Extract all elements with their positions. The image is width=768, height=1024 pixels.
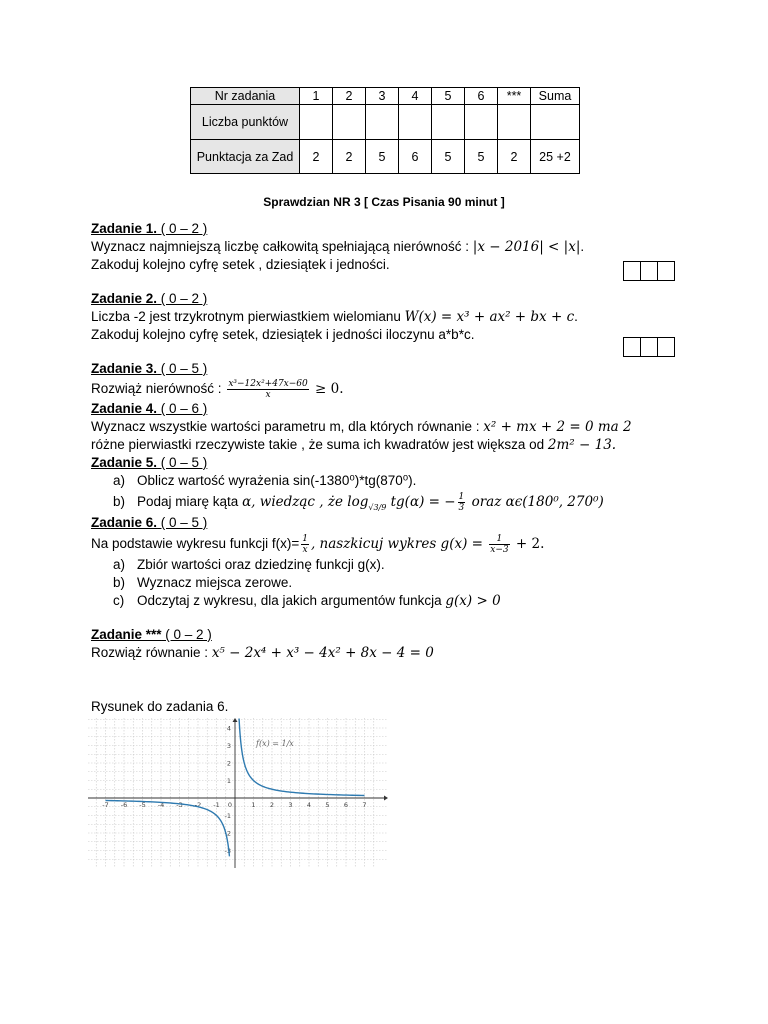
- answer-boxes-task-1[interactable]: [624, 261, 675, 281]
- document-title: Sprawdzian NR 3 [ Czas Pisania 90 minut ]: [263, 195, 505, 209]
- digit-box[interactable]: [640, 261, 658, 281]
- x-tick-label: -1: [213, 801, 220, 809]
- x-tick-label: 5: [325, 801, 330, 809]
- points-cell: [300, 105, 333, 140]
- x-tick-label: -5: [139, 801, 146, 809]
- task-text: Zakoduj kolejno cyfrę setek, dziesiątek i jedności iloczynu a*b*c.: [91, 327, 475, 342]
- points-cell: [432, 105, 465, 140]
- max-cell: 2: [333, 140, 366, 174]
- figure-caption: Rysunek do zadania 6.: [91, 699, 229, 714]
- plot-grid: [88, 718, 388, 868]
- max-label: Punktacja za Zad: [191, 140, 300, 174]
- task-name: Zadanie 4.: [91, 401, 158, 416]
- fraction-denominator: 3: [458, 502, 465, 513]
- score-table-max-row: [191, 140, 580, 174]
- x-tick-label: -7: [102, 801, 109, 809]
- x-tick-label: -3: [176, 801, 183, 809]
- task-points: ( 0 – 2 ): [157, 221, 208, 236]
- x-tick-label: 7: [362, 801, 367, 809]
- answer-boxes-task-2[interactable]: [624, 337, 675, 357]
- fraction: [458, 492, 466, 513]
- task-text: [91, 532, 691, 556]
- math-expression: 2m² − 13.: [547, 437, 617, 453]
- subtask-letter: b): [113, 575, 126, 590]
- math-expression: oraz αϵ(180⁰, 270⁰): [467, 494, 604, 510]
- math-expression: tg(α) = −: [386, 494, 456, 510]
- task-text: [91, 238, 691, 256]
- math-expression: , naszkicuj wykres g(x) =: [310, 536, 488, 552]
- task-3: [91, 360, 691, 400]
- max-cell: 5: [432, 140, 465, 174]
- subtask-text: Odczytaj z wykresu, dla jakich argumentów funkcja: [137, 593, 446, 608]
- subtask-b: [91, 490, 691, 514]
- y-tick-label: 3: [226, 742, 231, 750]
- task-heading: [91, 220, 691, 238]
- col-5: 5: [432, 88, 465, 105]
- col-1: 1: [300, 88, 333, 105]
- score-table-points-row: [191, 105, 580, 140]
- plot-ticks: [102, 725, 366, 856]
- y-tick-label: -1: [224, 812, 231, 820]
- math-expression: W(x) = x³ + ax² + bx + c: [404, 309, 575, 325]
- points-cell: [465, 105, 498, 140]
- col-sum: Suma: [531, 88, 580, 105]
- y-tick-label: 4: [226, 724, 231, 733]
- task-text-part: .: [574, 309, 578, 324]
- subtask-a: [91, 472, 691, 490]
- fraction: [227, 379, 308, 400]
- fraction: [301, 534, 309, 555]
- task-extra: [91, 626, 691, 662]
- task-points: ( 0 – 5 ): [157, 455, 208, 470]
- task-text-part: Wyznacz wszystkie wartości parametru m, dla których równanie :: [91, 419, 484, 434]
- points-cell: [399, 105, 432, 140]
- task-text: [91, 436, 691, 454]
- fraction-numerator: 1: [302, 533, 308, 544]
- x-tick-label: 2: [269, 801, 275, 809]
- x-tick-label: 6: [343, 801, 349, 809]
- task-text: [91, 418, 691, 436]
- math-expression: g(x) > 0: [445, 593, 501, 609]
- y-tick-label: -3: [224, 847, 231, 855]
- points-cell: [333, 105, 366, 140]
- fraction-numerator: 1: [458, 491, 465, 502]
- task-text-part: Wyznacz najmniejszą liczbę całkowitą spełniającą nierówność :: [91, 239, 473, 254]
- math-expression: ≥ 0.: [310, 381, 344, 397]
- math-expression: x² + mx + 2 = 0 ma 2: [483, 419, 632, 435]
- task-4: [91, 400, 691, 454]
- fraction-numerator: 1: [489, 534, 509, 545]
- fraction-numerator: x³−12x²+47x−60: [228, 378, 308, 389]
- task-5: [91, 454, 691, 514]
- function-label: f(x) = 1/x: [256, 739, 294, 748]
- task-points: ( 0 – 2 ): [157, 291, 208, 306]
- y-tick-label: -2: [224, 829, 231, 838]
- max-cell: 25 +2: [531, 140, 580, 174]
- points-cell: [531, 105, 580, 140]
- task-heading: [91, 360, 691, 378]
- task-name: Zadanie 2.: [91, 291, 158, 306]
- task-text: [91, 644, 691, 662]
- task-text: [91, 308, 691, 326]
- header-label: Nr zadania: [191, 88, 300, 105]
- x-tick-label: 0: [227, 801, 233, 809]
- points-cell: [498, 105, 531, 140]
- task-heading: [91, 626, 691, 644]
- max-cell: 2: [498, 140, 531, 174]
- digit-box[interactable]: [623, 261, 641, 281]
- points-label: Liczba punktów: [191, 105, 300, 140]
- task-2: [91, 290, 691, 344]
- task-heading: [91, 454, 691, 472]
- col-extra: ***: [498, 88, 531, 105]
- task-1: [91, 220, 691, 274]
- task-text-part: różne pierwiastki rzeczywiste takie , że suma ich kwadratów jest większa od: [91, 437, 548, 452]
- x-axis-arrow: [384, 796, 388, 801]
- task-text-part: .: [580, 239, 585, 254]
- y-tick-label: 2: [226, 759, 231, 768]
- log-base: √3/9: [368, 503, 387, 512]
- fraction: [489, 534, 509, 555]
- subtask-a: [91, 556, 691, 574]
- task-text-part: Rozwiąż równanie :: [91, 645, 212, 660]
- subtask-text: Oblicz wartość wyrażenia sin(-1380⁰)*tg(870⁰).: [137, 473, 417, 488]
- subtask-text: Podaj miarę kąta: [137, 494, 243, 509]
- task-text-part: Na podstawie wykresu funkcji f(x)=: [91, 536, 300, 551]
- x-tick-label: 1: [251, 801, 256, 809]
- task-text: Zakoduj kolejno cyfrę setek , dziesiątek i jedności.: [91, 257, 390, 272]
- points-cell: [366, 105, 399, 140]
- task-name: Zadanie ***: [91, 627, 162, 642]
- task-text: [91, 378, 691, 400]
- task-heading: [91, 514, 691, 532]
- curve-branch-2: [239, 718, 364, 795]
- task-6: [91, 514, 691, 610]
- max-cell: 2: [300, 140, 333, 174]
- x-tick-label: -6: [120, 801, 128, 809]
- math-expression: |x − 2016| < |x|: [472, 239, 581, 255]
- x-tick-label: 3: [288, 801, 293, 809]
- subtask-b: [91, 574, 691, 592]
- math-expression: α, wiedząc , że log: [242, 494, 369, 510]
- task-name: Zadanie 3.: [91, 361, 158, 376]
- task-name: Zadanie 1.: [91, 221, 158, 236]
- task-points: ( 0 – 6 ): [157, 401, 208, 416]
- x-tick-label: 4: [306, 801, 312, 809]
- subtask-c: [91, 592, 691, 610]
- task-points: ( 0 – 2 ): [161, 627, 212, 642]
- x-tick-label: -2: [194, 801, 202, 809]
- task-name: Zadanie 5.: [91, 455, 158, 470]
- function-plot: [88, 718, 388, 868]
- subtask-letter: c): [113, 593, 125, 608]
- y-tick-label: 1: [226, 777, 231, 785]
- y-axis-arrow: [233, 718, 238, 722]
- x-tick-label: -4: [157, 801, 165, 809]
- digit-box[interactable]: [623, 337, 641, 357]
- task-text-part: Rozwiąż nierówność :: [91, 381, 226, 396]
- max-cell: 5: [366, 140, 399, 174]
- fraction-denominator: x: [265, 389, 271, 400]
- col-2: 2: [333, 88, 366, 105]
- fraction-denominator: x−3: [490, 544, 509, 555]
- subtask-text: Wyznacz miejsca zerowe.: [137, 575, 293, 590]
- task-points: ( 0 – 5 ): [157, 361, 208, 376]
- task-heading: [91, 400, 691, 418]
- task-text-part: Liczba -2 jest trzykrotnym pierwiastkiem wielomianu: [91, 309, 405, 324]
- digit-box[interactable]: [657, 261, 675, 281]
- subtask-letter: a): [113, 473, 126, 488]
- col-3: 3: [366, 88, 399, 105]
- score-table: [190, 87, 580, 174]
- max-cell: 5: [465, 140, 498, 174]
- col-4: 4: [399, 88, 432, 105]
- digit-box[interactable]: [657, 337, 675, 357]
- max-cell: 6: [399, 140, 432, 174]
- math-expression: + 2.: [511, 536, 545, 552]
- subtask-letter: a): [113, 557, 126, 572]
- task-name: Zadanie 6.: [91, 515, 158, 530]
- fraction-denominator: x: [302, 544, 308, 555]
- tasks-content: [91, 220, 691, 662]
- subtask-letter: b): [113, 494, 126, 509]
- task-heading: [91, 290, 691, 308]
- task-points: ( 0 – 5 ): [157, 515, 208, 530]
- col-6: 6: [465, 88, 498, 105]
- score-table-header-row: [191, 88, 580, 105]
- subtask-text: Zbiór wartości oraz dziedzinę funkcji g(x).: [137, 557, 385, 572]
- digit-box[interactable]: [640, 337, 658, 357]
- math-expression: x⁵ − 2x⁴ + x³ − 4x² + 8x − 4 = 0: [211, 645, 434, 661]
